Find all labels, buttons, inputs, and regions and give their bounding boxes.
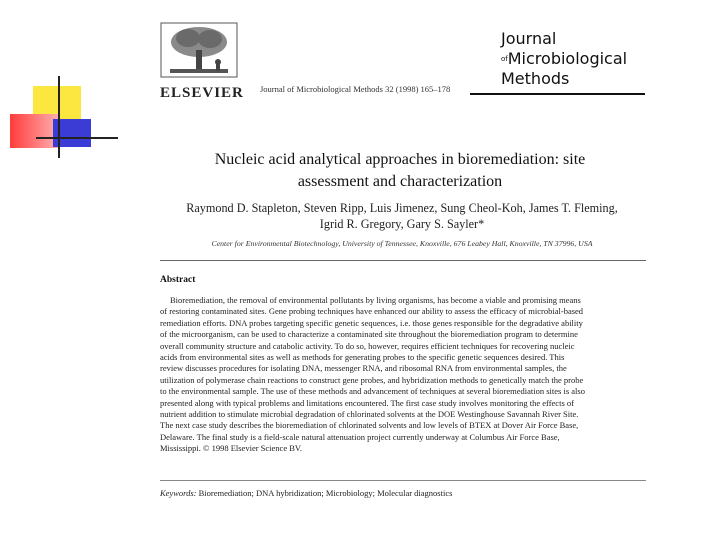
journal-title-line3: Methods <box>501 69 570 88</box>
keywords-label: Keywords: <box>160 488 197 498</box>
author-affiliation: Center for Environmental Biotechnology, University of Tennessee, Knoxville, 676 Leabey Hall, Knoxville, TN 37996, USA <box>211 239 593 248</box>
abstract-line: to the environmental sample. The use of these methods and advancement of techniques at several bioremediation sites is also <box>160 386 585 397</box>
journal-title <box>501 29 627 89</box>
abstract-line: Mississippi. © 1998 Elsevier Science BV. <box>160 443 303 454</box>
elsevier-logo <box>160 22 244 102</box>
abstract-line: of the microorganism, can be used to characterize a contaminated site throughout the bioremediation program to determine <box>160 329 578 340</box>
abstract-line: of restoring contaminated sites. Gene probing techniques have enhanced our ability to assess the efficacy of microbial-based <box>160 306 584 317</box>
abstract-heading: Abstract <box>160 275 196 285</box>
abstract-line: remediation efforts. DNA probes targeting specific genetic sequences, i.e. those genes responsible for the degradative ability <box>160 317 583 328</box>
abstract-body <box>160 295 646 455</box>
section-divider-bottom <box>160 480 646 481</box>
abstract-line: nutrient addition to stimulate microbial degradation of chlorinated solvents at the DOE Westinghouse Savannah River Site. <box>160 409 579 420</box>
abstract-line: presented along with typical problems and limitations encountered. The first case study involves monitoring the effects of <box>160 397 574 408</box>
author-list <box>162 200 642 232</box>
journal-title-line2: Microbiological <box>507 49 628 68</box>
section-divider-top <box>160 260 646 261</box>
elsevier-tree-icon <box>160 22 238 78</box>
abstract-line: overall community structure and catabolic activity. To do so, however, requires efficient techniques for recovering nucleic <box>160 340 575 351</box>
journal-title-line1: Journal <box>501 29 557 48</box>
abstract-line: review discusses procedures for isolating DNA, messenger RNA, and ribosomal RNA from environmental samples, the <box>160 363 567 374</box>
authors-line1: Raymond D. Stapleton, Steven Ripp, Luis Jimenez, Sung Cheol-Koh, James T. Fleming, <box>186 201 618 215</box>
abstract-line: The next case study describes the bioremediation of chlorinated solvents and low levels of BTEX at Dover Air Force Base, <box>160 420 579 431</box>
keywords <box>160 488 452 498</box>
authors-line2: Igrid R. Gregory, Gary S. Sayler* <box>319 217 485 231</box>
keywords-value: Bioremediation; DNA hybridization; Microbiology; Molecular diagnostics <box>198 488 453 498</box>
publisher-name: ELSEVIER <box>160 85 244 101</box>
abstract-line: Bioremediation, the removal of environmental pollutants by living organisms, has become a viable and promising means <box>170 295 581 305</box>
paper-title <box>160 149 640 193</box>
abstract-line: acids from environmental sites as well as methods for generating probes to the specific genetic sequences desired. This <box>160 352 565 363</box>
paper-title-line2: assessment and characterization <box>297 173 503 190</box>
decorative-vertical-line <box>58 76 60 158</box>
abstract-line: Delaware. The final study is a field-scale natural attenuation project currently underway at Columbus Air Force Base, <box>160 431 560 442</box>
journal-citation: Journal of Microbiological Methods 32 (1998) 165–178 <box>260 84 451 94</box>
abstract-line: utilization of polymerase chain reactions to construct gene probes, and hybridization methods to genetically match the probe <box>160 374 584 385</box>
header-rule <box>470 93 645 95</box>
paper-title-line1: Nucleic acid analytical approaches in bioremediation: site <box>214 151 586 168</box>
decorative-horizontal-line <box>36 137 118 139</box>
journal-title-of: of <box>501 55 508 63</box>
